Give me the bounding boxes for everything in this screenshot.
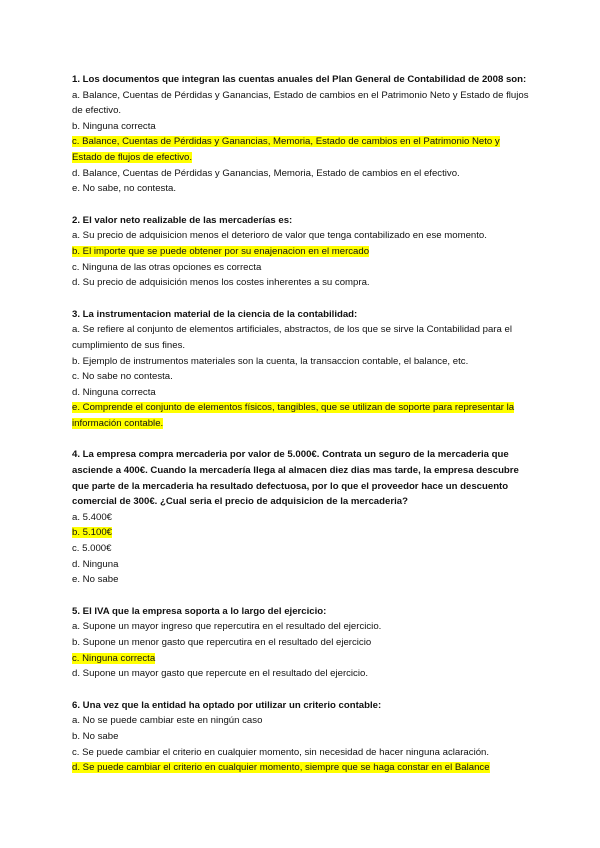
answer-text: c. Se puede cambiar el criterio en cualquier momento, sin necesidad de hacer ninguna aclaración. [72, 746, 490, 758]
document-content [72, 72, 532, 792]
answer-option [72, 666, 532, 682]
question-title: 4. La empresa compra mercaderia por valor de 5.000€. Contrata un seguro de la mercaderia que asciende a 400€. Cuando la mercadería llega al almacen diez dias mas tarde, la empresa descubre que parte de la mercaderia ha resultado defectuosa, por lo que el proveedor hace un descuento comercial de 300€. ¿Cual seria el precio de adquisicion de la mercaderia? [72, 449, 519, 508]
answer-option [72, 619, 532, 635]
question-title: 1. Los documentos que integran las cuentas anuales del Plan General de Contabilidad de 2008 son: [72, 74, 527, 85]
answer-option [72, 525, 532, 541]
highlighted-answer: b. 5.100€ [72, 527, 113, 539]
question-block [72, 72, 532, 197]
answer-text: a. Su precio de adquisicion menos el deterioro de valor que tenga contabilizado en ese momento. [72, 230, 487, 242]
answer-option [72, 572, 532, 588]
answer-option [72, 400, 532, 431]
answer-option [72, 713, 532, 729]
question-title: 5. El IVA que la empresa soporta a lo largo del ejercicio: [72, 605, 327, 617]
answer-text: e. No sabe, no contesta. [72, 183, 176, 195]
answer-text: a. Balance, Cuentas de Pérdidas y Ganancias, Estado de cambios en el Patrimonio Neto y Estado de flujos de efectivo. [72, 89, 529, 117]
answer-option [72, 557, 532, 573]
answer-text: b. Supone un menor gasto que repercutira en el resultado del ejercicio [72, 637, 372, 648]
question-title: 3. La instrumentacion material de la ciencia de la contabilidad: [72, 308, 358, 320]
answer-text: c. No sabe no contesta. [72, 371, 173, 383]
highlighted-answer: b. El importe que se puede obtener por su enajenacion en el mercado [72, 245, 370, 257]
answer-text: b. Ninguna correcta [72, 120, 156, 132]
question-block [72, 698, 532, 776]
answer-text: b. Ejemplo de instrumentos materiales son la cuenta, la transaccion contable, el balance, etc. [72, 355, 469, 367]
answer-text: a. 5.400€ [72, 511, 113, 523]
answer-option [72, 354, 532, 370]
answer-option [72, 228, 532, 244]
question-title: 2. El valor neto realizable de las mercaderías es: [72, 214, 293, 226]
answer-text: d. Balance, Cuentas de Pérdidas y Ganancias, Memoria, Estado de cambios en el efectivo. [72, 167, 460, 179]
answer-text: a. Se refiere al conjunto de elementos artificiales, abstractos, de los que se sirve la Contabilidad para el cumplimiento de sus fines. [72, 324, 512, 351]
answer-option [72, 322, 532, 353]
answer-option [72, 510, 532, 526]
answer-text: c. 5.000€ [72, 543, 112, 555]
answer-option [72, 275, 532, 291]
answer-text: e. No sabe [72, 574, 119, 586]
answer-option [72, 541, 532, 557]
answer-option [72, 181, 532, 197]
answer-option [72, 651, 532, 667]
answer-text: a. Supone un mayor ingreso que repercutira en el resultado del ejercicio. [72, 621, 382, 633]
answer-option [72, 88, 532, 119]
question-block [72, 213, 532, 291]
answer-text: d. Ninguna correcta [72, 386, 156, 398]
highlighted-answer: c. Ninguna correcta [72, 652, 156, 664]
answer-text: b. No sabe [72, 730, 119, 742]
highlighted-answer: c. Balance, Cuentas de Pérdidas y Ganancias, Memoria, Estado de cambios en el Patrimonio Neto y Estado de flujos de efectivo. [72, 136, 500, 163]
answer-text: a. No se puede cambiar este en ningún caso [72, 715, 263, 727]
question-block [72, 604, 532, 682]
answer-option [72, 166, 532, 182]
answer-option [72, 369, 532, 385]
question-block [72, 307, 532, 432]
question-block [72, 447, 532, 587]
answer-text: d. Ninguna [72, 558, 119, 570]
answer-text: d. Supone un mayor gasto que repercute en el resultado del ejercicio. [72, 668, 368, 680]
highlighted-answer: e. Comprende el conjunto de elementos físicos, tangibles, que se utilizan de soporte para representar la información contable. [72, 402, 515, 429]
answer-option [72, 134, 532, 165]
highlighted-answer: d. Se puede cambiar el criterio en cualquier momento, siempre que se haga constar en el Balance [72, 762, 490, 774]
answer-option [72, 729, 532, 745]
answer-option [72, 260, 532, 276]
answer-option [72, 244, 532, 260]
answer-option [72, 119, 532, 135]
answer-option [72, 385, 532, 401]
answer-text: d. Su precio de adquisición menos los costes inherentes a su compra. [72, 277, 370, 289]
answer-option [72, 760, 532, 776]
answer-option [72, 745, 532, 761]
question-title: 6. Una vez que la entidad ha optado por utilizar un criterio contable: [72, 699, 382, 711]
answer-text: c. Ninguna de las otras opciones es correcta [72, 261, 262, 273]
answer-option [72, 635, 532, 651]
